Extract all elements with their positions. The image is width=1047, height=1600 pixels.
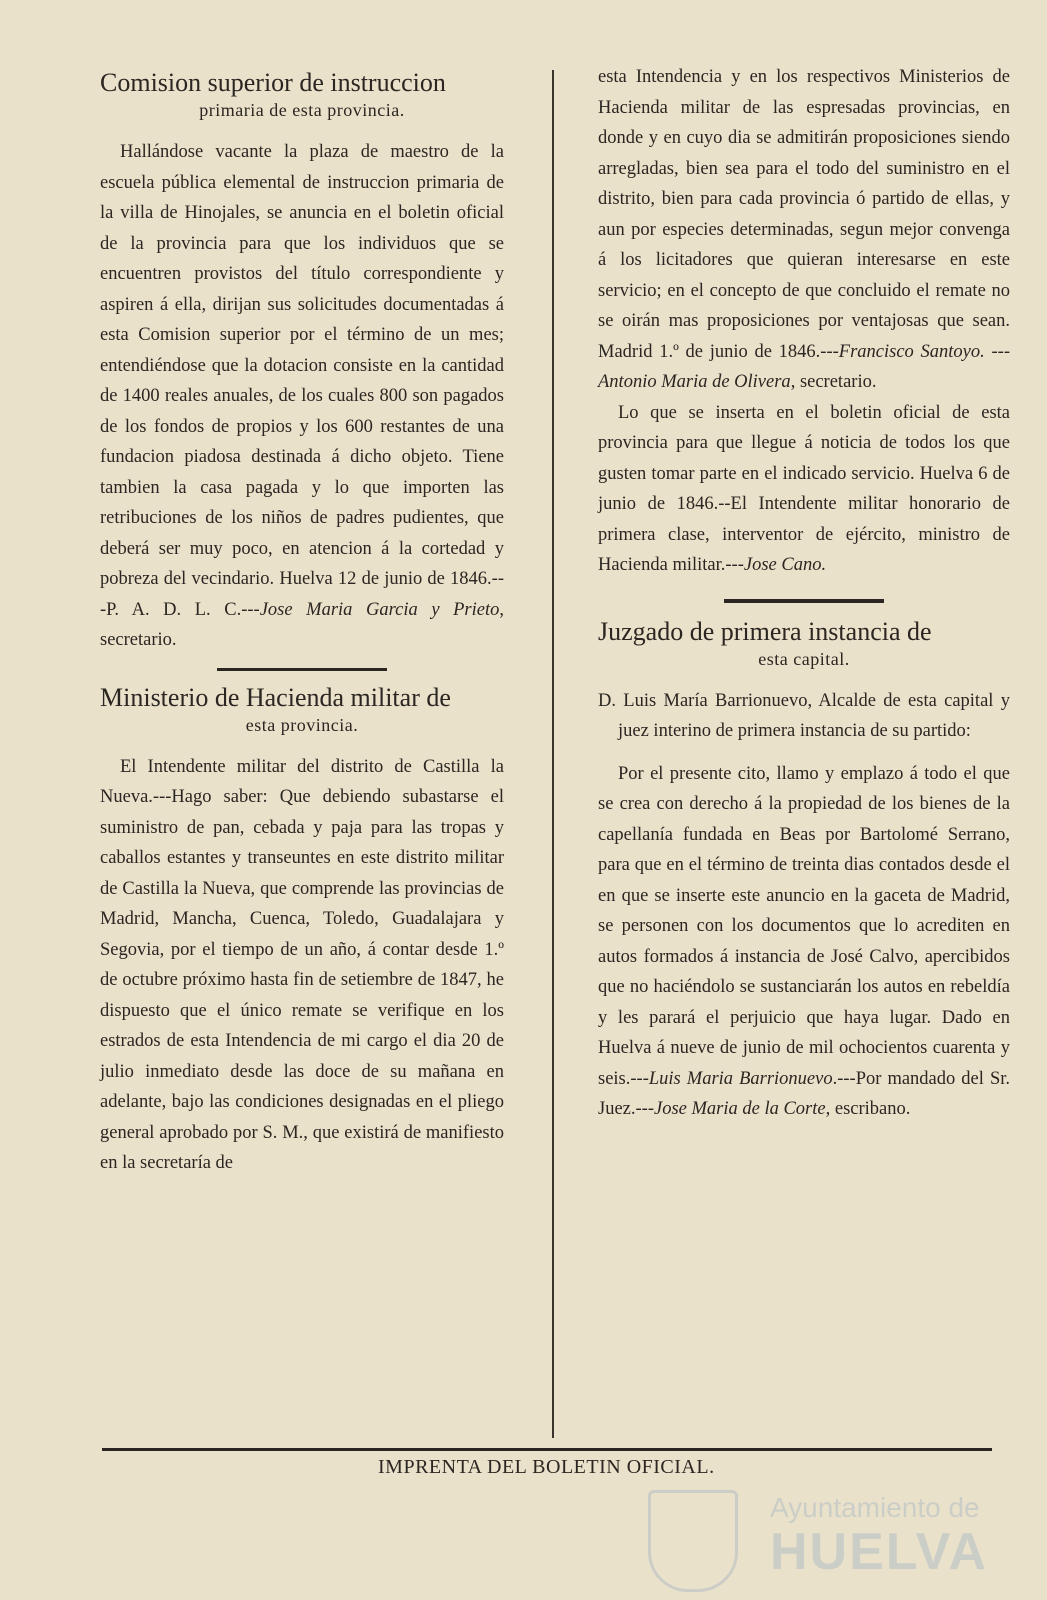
- notice-instruccion: [100, 68, 504, 656]
- column-rule: [552, 70, 554, 1438]
- section-subtitle: esta provincia.: [245, 714, 359, 735]
- notice-intro: D. Luis María Barrionuevo, Alcalde de esta capital y juez interino de primera instancia de su partido:: [598, 690, 1010, 741]
- left-column: [100, 68, 504, 1179]
- archive-watermark: [640, 1480, 1000, 1590]
- notice-text: Lo que se inserta en el boletin oficial de esta provincia para que llegue á noticia de todos los que gusten tomar parte en el indicado servicio. Huelva 6 de junio de 1846.--El Intendente militar honorario de primera clase, interventor de ejército, ministro de Hacienda militar.---: [598, 402, 1010, 575]
- signer-name: Luis Maria Barrionuevo: [648, 1068, 833, 1089]
- notice-hacienda: [100, 683, 504, 1179]
- signer-name: Jose Maria de la Corte: [653, 1099, 826, 1119]
- notice-body: [598, 759, 1010, 1125]
- signer-name: Francisco Santoyo.: [838, 341, 985, 362]
- right-column: [598, 62, 1010, 1125]
- signer-name: Antonio Maria de Olivera: [598, 372, 791, 392]
- signer-role: , escribano.: [825, 1099, 911, 1119]
- notice-hacienda-continued: [598, 62, 1010, 581]
- section-subtitle: esta capital.: [758, 648, 850, 669]
- imprint-line: IMPRENTA DEL BOLETIN OFICIAL.: [378, 1456, 715, 1478]
- notice-text: .---Por mandado del Sr. Juez.---: [598, 1068, 1010, 1119]
- notice-body: El Intendente militar del distrito de Castilla la Nueva.---Hago saber: Que debiendo subastarse el suministro de pan, cebada y paja para las tropas y caballos estantes y transeuntes en este distrito militar de Castilla la Nueva, que comprende las provincias de Madrid, Mancha, Cuenca, Toledo, Guadalajara y Segovia, por el tiempo de un año, á contar desde 1.º de octubre próximo hasta fin de setiembre de 1847, he dispuesto que el único remate se verifique en los estrados de esta Intendencia de mi cargo el dia 20 de julio inmediato desde las doce de su mañana en adelante, bajo las condiciones designadas en el pliego general aprobado por S. M., que existirá de manifiesto en la secretaría de: [100, 756, 504, 1173]
- section-title: Ministerio de Hacienda militar de: [100, 682, 451, 712]
- section-subtitle: primaria de esta provincia.: [199, 100, 405, 120]
- notice-body: [598, 62, 1010, 398]
- shield-icon: [648, 1490, 738, 1592]
- footer-rule: [102, 1448, 992, 1451]
- signer-name: Jose Cano.: [743, 555, 827, 575]
- watermark-line2: HUELVA: [770, 1523, 989, 1581]
- notice-text: Por el presente cito, llamo y emplazo á todo el que se crea con derecho á la propiedad de los bienes de la capellanía fundada en Beas por Bartolomé Serrano, para que en el término de treinta dias contados desde el en que se inserte este anuncio en la gaceta de Madrid, se personen con los documentos que lo acrediten en autos formados á instancia de José Calvo, apercibidos que no haciéndolo se sustanciarán los autos en rebeldía y les parará el perjuicio que haya lugar. Dado en Huelva á nueve de junio de mil ochocientos cuarenta y seis.---: [598, 763, 1010, 1089]
- signer-role: , secretario.: [790, 372, 877, 392]
- notice-juzgado: [598, 617, 1010, 1125]
- signature-separator: ---: [984, 341, 1010, 362]
- notice-body: [100, 137, 504, 656]
- notice-body: [598, 398, 1010, 581]
- watermark-line1: Ayuntamiento de: [770, 1492, 980, 1523]
- section-divider: [724, 599, 884, 603]
- notice-text: Hallándose vacante la plaza de maestro de la escuela pública elemental de instruccion primaria de la villa de Hinojales, se anuncia en el boletin oficial de la provincia para que los individuos que se encuentren provistos del título correspondiente y aspiren á ella, dirijan sus solicitudes documentadas á esta Comision superior por el término de un mes; entendiéndose que la dotacion consiste en la cantidad de 1400 reales anuales, de los cuales 800 son pagados de los fondos de propios y los 600 restantes de una fundacion piadosa destinada á dicho objeto. Tiene tambien la casa pagada y lo que importen las retribuciones de los niños de padres pudientes, que deberá ser muy poco, en atencion á la cortedad y pobreza del vecindario. Huelva 12 de junio de 1846.---P. A. D. L. C.---: [100, 142, 504, 620]
- section-title: Juzgado de primera instancia de: [598, 616, 932, 646]
- section-title: Comision superior de instruccion: [100, 68, 446, 97]
- signer-role: , secretario.: [100, 599, 504, 650]
- notice-text: esta Intendencia y en los respectivos Ministerios de Hacienda militar de las espresadas provincias, en donde y en cuyo dia se admitirán proposiciones siendo arregladas, bien sea para el todo del suministro en el distrito, bien para cada provincia ó partido de ellas, y aun por especies determinadas, segun mejor convenga á los licitadores que quieran interesarse en este servicio; en el concepto de que concluido el remate no se oirán mas proposiciones por ventajosas que sean. Madrid 1.º de junio de 1846.---: [598, 67, 1010, 362]
- section-divider: [217, 668, 387, 671]
- signer-name: Jose Maria Garcia y Prieto: [259, 599, 500, 620]
